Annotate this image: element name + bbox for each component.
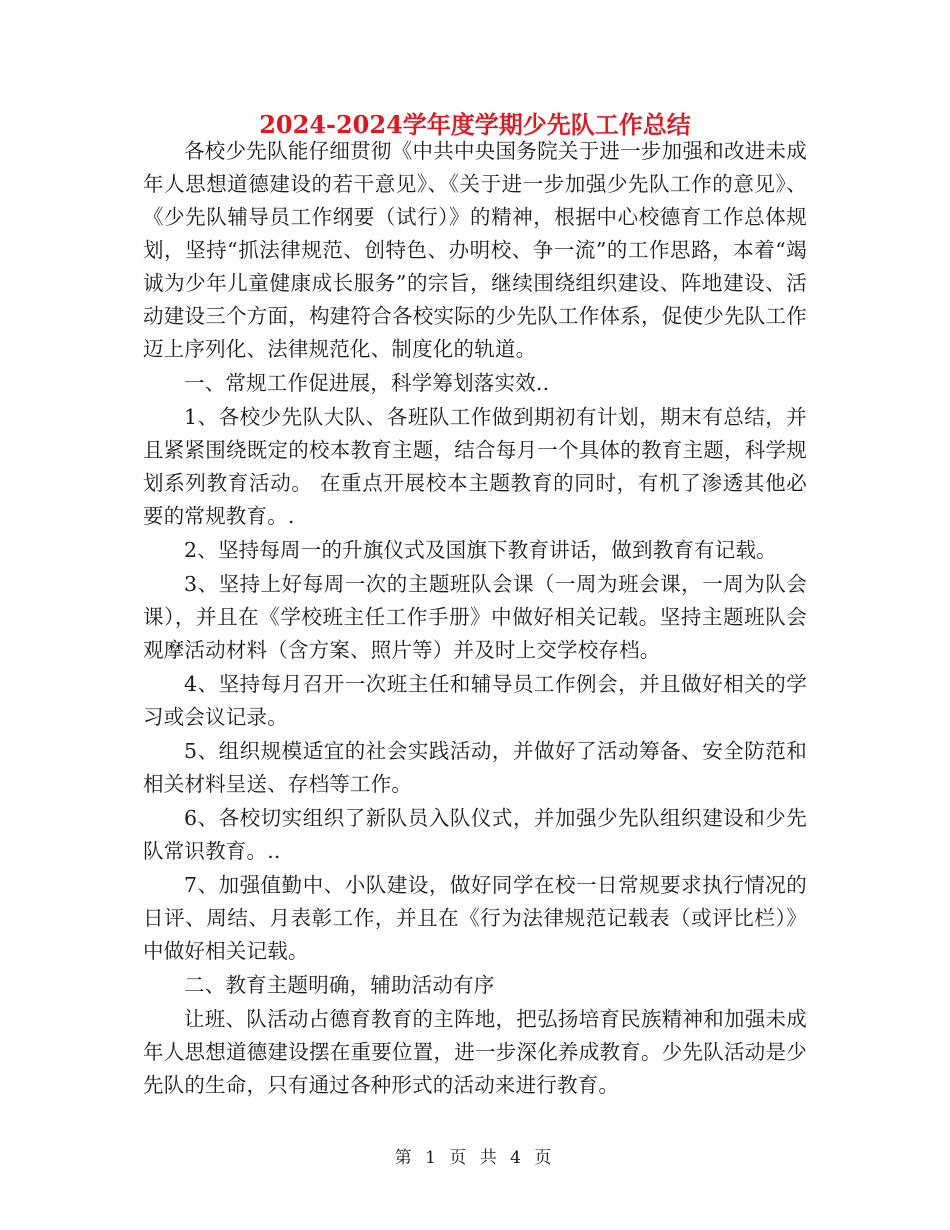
paragraph-item-6: 6、各校切实组织了新队员入队仪式，并加强少先队组织建设和少先队常识教育。.. xyxy=(143,806,807,863)
section-heading-1: 一、常规工作促进展，科学筹划落实效.. xyxy=(184,371,550,395)
paragraph-item-7: 7、加强值勤中、小队建设，做好同学在校一日常规要求执行情况的日评、周结、月表彰工作，并且在《行为法律规范记载表（或评比栏）》中做好相关记载。 xyxy=(143,873,807,963)
page-number-footer: 第 1 页 共 4 页 xyxy=(394,1148,556,1168)
paragraph-item-2: 2、坚持每周一的升旗仪式及国旗下教育讲话，做到教育有记载。 xyxy=(184,538,777,562)
paragraph-intro: 各校少先队能仔细贯彻《中共中央国务院关于进一步加强和改进未成年人思想道德建设的若干意见》、《关于进一步加强少先队工作的意见》、《少先队辅导员工作纲要（试行）》的精神，根据中心校德育工作总体规划，坚持“抓法律规范、创特色、办明校、争一流”的工作思路，本着“竭诚为少年儿童健康成长服务”的宗旨，继续围绕组织建设、阵地建设、活动建设三个方面，构建符合各校实际的少先队工作体系，促使少先队工作迈上序列化、法律规范化、制度化的轨道。 xyxy=(143,139,807,361)
document-body xyxy=(143,135,807,1103)
paragraph-item-4: 4、坚持每月召开一次班主任和辅导员工作例会，并且做好相关的学习或会议记录。 xyxy=(143,672,807,729)
paragraph-item-3: 3、坚持上好每周一次的主题班队会课（一周为班会课，一周为队会课），并且在《学校班主任工作手册》中做好相关记载。坚持主题班队会观摩活动材料（含方案、照片等）并及时上交学校存档。 xyxy=(143,572,807,662)
paragraph-item-5: 5、组织规模适宜的社会实践活动，并做好了活动筹备、安全防范和相关材料呈送、存档等工作。 xyxy=(143,739,807,796)
paragraph-item-1: 1、各校少先队大队、各班队工作做到期初有计划，期末有总结，并且紧紧围绕既定的校本教育主题，结合每月一个具体的教育主题，科学规划系列教育活动。 在重点开展校本主题教育的同时，有机了渗透其他必要的常规教育。. xyxy=(143,405,807,528)
section-heading-2: 二、教育主题明确，辅助活动有序 xyxy=(184,973,495,997)
document-title: 2024-2024学年度学期少先队工作总结 xyxy=(259,110,691,139)
paragraph-section-2: 让班、队活动占德育教育的主阵地，把弘扬培育民族精神和加强未成年人思想道德建设摆在重要位置，进一步深化养成教育。少先队活动是少先队的生命，只有通过各种形式的活动来进行教育。 xyxy=(143,1007,807,1097)
